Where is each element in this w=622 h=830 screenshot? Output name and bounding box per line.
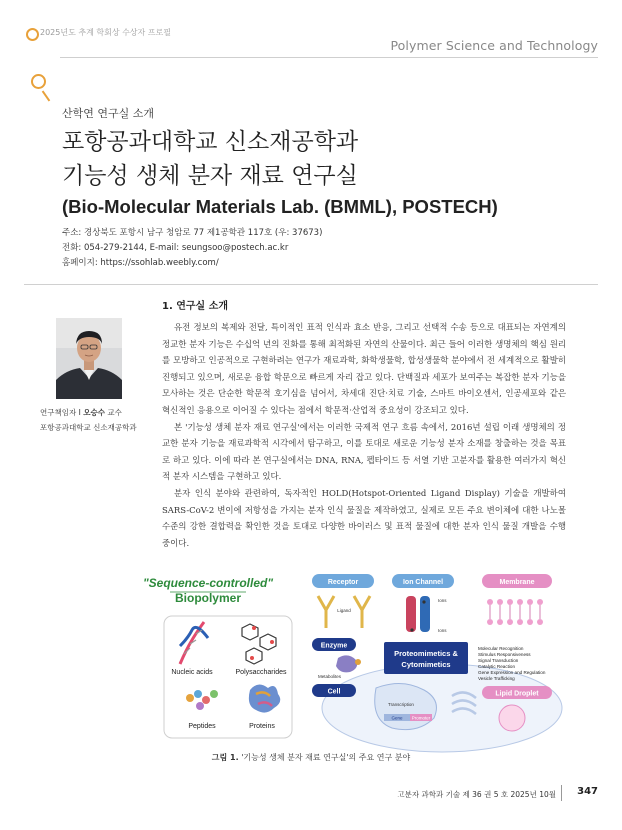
profile-caption [40, 407, 122, 418]
membrane-tails-icon [490, 605, 540, 619]
label-peptides: Peptides [188, 723, 216, 730]
header-circle-icon [26, 28, 39, 41]
label-polysaccharides: Polysaccharides [235, 669, 287, 676]
body-paragraph-1: 유전 정보의 복제와 전달, 특이적인 표적 인식과 효소 반응, 그리고 선택적 수송 등으로 대표되는 자연계의 정교한 분자 기능은 수십억 년의 진화를 통해 최적화된 자연의 산물이다. 최근 들어 이러한 생명체의 핵심 원리를 모방하고 인공적으로 구현하려는 연구가 재료과학, 화학생물학, 합성생물학 분야에서 전 세계적으로 활발히 진행되고 있으며, 새로운 융합 학문으로 빠르게 자리 잡고 있다. 단백질과 세포가 보여주는 복잡한 분자 기능을 모사하는 것은 단순한 학문적 호기심을 넘어서, 차세대 진단·치료 기술, 스마트 바이오센서, 인공세포와 같은 혁신적인 응용으로 이어질 수 있다는 점에서 학문적·산업적 중요성이 강조되고 있다. [162, 322, 566, 415]
label-transcription: Transcription [388, 702, 414, 707]
lipid-droplet-icon [499, 705, 525, 731]
kicker: 산학연 연구실 소개 [62, 107, 155, 120]
label-proteins: Proteins [249, 723, 275, 730]
page-title-line1: 포항공과대학교 신소재공학과 [62, 129, 359, 155]
footer-journal: 고분자 과학과 기술 제 36 권 5 호 2025년 10월 [397, 790, 556, 799]
function-item: Stimulus Responsiveness [478, 652, 531, 657]
label-cell: Cell [327, 688, 341, 696]
figure-1 [142, 568, 566, 740]
profile-name: 오승수 [83, 408, 105, 417]
label-membrane: Membrane [499, 579, 535, 586]
contact-phone: 전화: 054-279-2144, E-mail: seungsoo@postech.ac.kr [62, 243, 289, 253]
header-journal-name: Polymer Science and Technology [390, 38, 598, 53]
ion-channel-icon [406, 596, 430, 632]
profile-affiliation: 포항공과대학교 신소재공학과 [40, 423, 137, 432]
label-enzyme: Enzyme [320, 642, 348, 650]
enzyme-icon [336, 655, 361, 672]
figure-caption-text: '기능성 생체 분자 재료 연구실'의 주요 연구 분야 [241, 753, 411, 762]
label-promoter: Promoter [411, 715, 431, 721]
figure-title-line1: "Sequence-controlled" [142, 576, 274, 590]
function-item: Signal Transduction [478, 658, 519, 663]
function-list [478, 646, 546, 681]
page-number: 347 [577, 786, 598, 797]
body-paragraph-3: 분자 인식 분야와 관련하여, 독자적인 HOLD(Hotspot-Oriented Ligand Display) 기술을 개발하여 SARS-CoV-2 변이에 저항성을 가지는 분자 인식 물질을 제작하였고, 실제로 모든 주요 변이체에 대한 나노몰 수준의 강한 결합력을 확인한 것을 토대로 다양한 바이러스 및 표적 물질에 대한 분자 인식 물질 개발을 수행 중이다. [162, 487, 566, 548]
label-ions-top: Ions [438, 598, 447, 603]
section-circle-icon [31, 74, 46, 89]
body-paragraph-2: 본 '기능성 생체 분자 재료 연구실'에서는 이러한 국제적 연구 흐름 속에서, 2016년 설립 이래 생명체의 정교한 분자 기능을 재료과학적 시각에서 탐구하고, 이를 토대로 새로운 기능성 분자 소재를 창출하는 것을 목표로 하고 있다. 이에 따라 본 연구실에서는 DNA, RNA, 펩타이드 등 서열 기반 고분자를 활용한 여러가지 혁신적 분자 시스템을 구현하고 있다. [162, 421, 566, 482]
label-gene: Gene [391, 715, 403, 721]
page-title-line2: 기능성 생체 분자 재료 연구실 [62, 163, 358, 189]
footer-divider [561, 785, 562, 801]
center-box [384, 642, 468, 674]
label-lipid-droplet: Lipid Droplet [495, 690, 539, 698]
body-text [162, 319, 566, 551]
page-title-english: (Bio-Molecular Materials Lab. (BMML), POSTECH) [62, 196, 498, 217]
section-title: 1. 연구실 소개 [162, 301, 229, 312]
label-receptor: Receptor [327, 579, 359, 586]
function-item: Catalytic Reaction [478, 664, 516, 669]
profile-role-suffix: 교수 [107, 408, 122, 417]
profile-photo [56, 318, 122, 399]
figure-caption-label: 그림 1. [211, 753, 239, 762]
center-box-line2: Cytomimetics [401, 660, 451, 669]
label-nucleic-acids: Nucleic acids [171, 669, 213, 676]
function-item: Molecular Recognition [478, 646, 524, 651]
label-ions-bottom: Ions [438, 628, 447, 633]
header-left-label: 2025년도 추계 학회상 수상자 프로필 [40, 28, 171, 37]
cell-outline [322, 664, 562, 752]
label-ligand: Ligand [337, 608, 351, 613]
header-rule [60, 57, 598, 58]
center-box-line1: Proteomimetics & [394, 649, 458, 658]
divider [24, 284, 598, 285]
function-item: Gene Expression and Regulation [478, 670, 546, 675]
contact-address: 주소: 경상북도 포항시 남구 청암로 77 제1공학관 117호 (우: 37673) [62, 228, 323, 238]
figure-title-line2: Biopolymer [174, 591, 242, 605]
label-metabolites: Metabolites [318, 674, 342, 679]
profile-role-prefix: 연구책임자 I [40, 408, 81, 417]
function-item: Vesicle Trafficking [478, 676, 515, 681]
biopolymer-panel [164, 616, 292, 738]
label-ion-channel: Ion Channel [402, 579, 444, 586]
membrane-icon [487, 599, 543, 625]
contact-homepage: 홈페이지: https://ssohlab.weebly.com/ [62, 258, 219, 268]
section-tick-icon [42, 91, 51, 102]
figure-caption [0, 752, 622, 763]
